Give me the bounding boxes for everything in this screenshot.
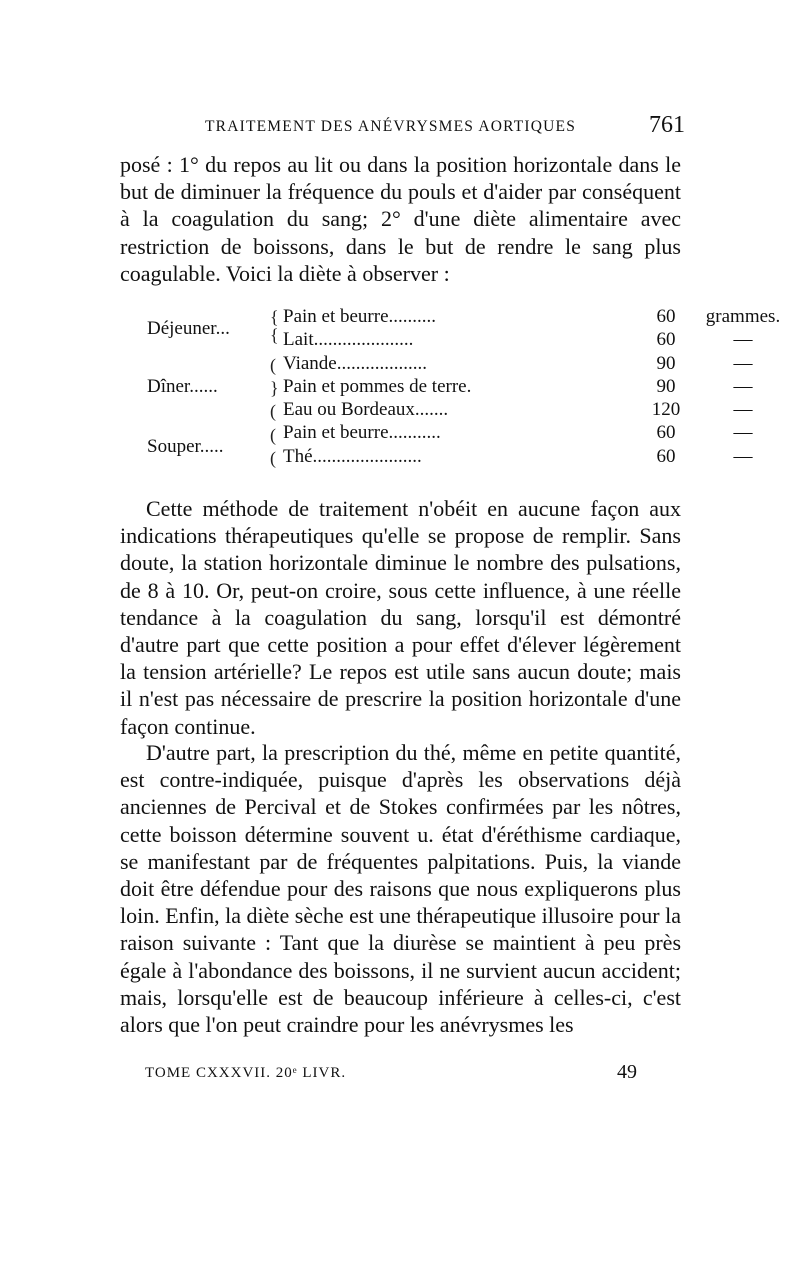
food-name: Lait.....................	[283, 329, 414, 350]
food-unit: —	[733, 422, 753, 443]
brace: ( } (	[270, 355, 279, 421]
food-name: Pain et pommes de terre.	[283, 376, 472, 397]
diet-row	[283, 399, 753, 423]
food-unit: —	[733, 399, 753, 420]
food-quantity: 90	[656, 353, 676, 374]
food-quantity: 60	[656, 446, 676, 467]
paragraph-contraindications: D'autre part, la prescription du thé, même en petite quantité, est contre-indiquée, puisque d'après les observations déjà anciennes de Percival et de Stokes confirmées par les nôtres, cette boisson détermine souvent u. état d'éréthisme cardiaque, se manifestant par de fréquentes palpitations. Puis, la viande doit être défendue pour des raisons que nous expliquerons plus loin. Enfin, la diète sèche est une thérapeutique illusoire pour la raison suivante : Tant que la diurèse se maintient à peu près égale à l'abondance des boissons, il ne survient aucun accident; mais, lorsqu'elle est de beaucoup inférieure à celles-ci, c'est alors que l'on peut craindre pour les anévrysmes les	[120, 740, 681, 1038]
food-unit: —	[733, 329, 753, 350]
meal-label-dejeuner: Déjeuner...	[147, 318, 230, 339]
signature-mark: 49	[617, 1061, 637, 1083]
brace: { {	[270, 307, 279, 345]
food-name: Eau ou Bordeaux.......	[283, 399, 449, 420]
running-title: TRAITEMENT DES ANÉVRYSMES AORTIQUES	[205, 118, 577, 135]
paragraph-critique: Cette méthode de traitement n'obéit en aucune façon aux indications thérapeutiques qu'elle se propose de remplir. Sans doute, la station horizontale diminue le nombre des pulsations, de 8 à 10. Or, peut-on croire, sous cette influence, à une réelle tendance à la coagulation du sang, lorsqu'il est démontré d'autre part que cette position a pour effet d'élever légèrement la tension artérielle? Le repos est utile sans aucun doute; mais il n'est pas nécessaire de prescrire la position horizontale d'une façon continue.	[120, 496, 681, 739]
food-quantity: 90	[656, 376, 676, 397]
food-unit: —	[733, 376, 753, 397]
brace: ( (	[270, 425, 276, 468]
diet-row	[283, 353, 753, 377]
diet-table	[120, 306, 781, 476]
food-name: Pain et beurre...........	[283, 422, 441, 443]
diet-row	[283, 376, 753, 400]
meal-label-diner: Dîner......	[147, 376, 218, 397]
food-quantity: 60	[656, 329, 676, 350]
food-quantity: 60	[656, 306, 676, 327]
paragraph-intro: posé : 1° du repos au lit ou dans la position horizontale dans le but de diminuer la fréquence du pouls et d'aider par conséquent à la coagulation du sang; 2° d'une diète alimentaire avec restriction de boissons, dans le but de rendre le sang plus coagulable. Voici la diète à observer :	[120, 152, 681, 286]
food-unit: —	[733, 446, 753, 467]
tome-line: TOME CXXXVII. 20ᵉ LIVR.	[145, 1065, 347, 1081]
meal-label-souper: Souper.....	[147, 436, 224, 457]
food-quantity: 60	[656, 422, 676, 443]
food-unit: —	[733, 353, 753, 374]
food-unit: grammes.	[705, 306, 781, 327]
page-number: 761	[649, 112, 685, 138]
food-name: Viande...................	[283, 353, 427, 374]
food-quantity: 120	[651, 399, 681, 420]
diet-row	[283, 329, 753, 353]
food-name: Thé.......................	[283, 446, 422, 467]
diet-row	[283, 422, 753, 446]
diet-row	[283, 306, 781, 330]
running-head	[120, 112, 685, 142]
page-footer	[120, 1061, 685, 1091]
food-name: Pain et beurre..........	[283, 306, 437, 327]
diet-row	[283, 446, 753, 470]
